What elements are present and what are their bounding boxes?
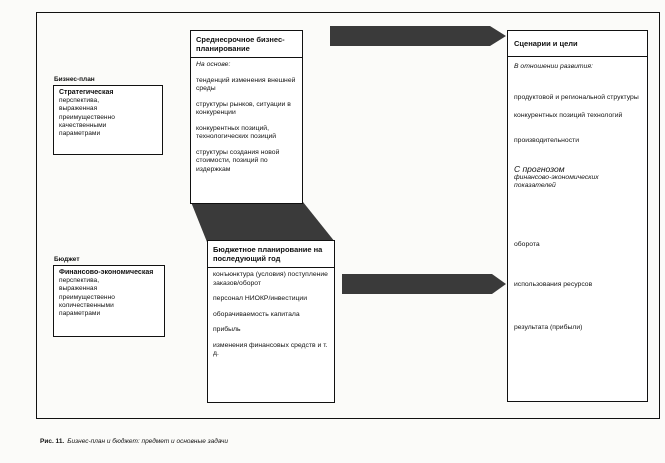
line: перспектива, <box>59 97 100 105</box>
list-item: использования ресурсов <box>514 281 593 288</box>
arrow-right-icon <box>342 272 512 296</box>
mid-term-title: Среднесрочное бизнес-планирование <box>191 31 302 58</box>
line: преимущественно <box>59 293 115 301</box>
scenarios-title: Сценарии и цели <box>508 31 647 57</box>
budget-planning-box <box>207 240 335 403</box>
basis-label: На основе: <box>196 61 231 68</box>
line: перспектива, <box>59 277 100 285</box>
financial-perspective-box <box>53 265 165 337</box>
arrow-right-icon <box>330 24 510 48</box>
line: количественными <box>59 301 114 309</box>
budget-planning-title: Бюджетное планирование на последующий год <box>208 241 334 268</box>
list-item: изменения финансовых средств и т. д. <box>213 341 328 357</box>
list-item: конъюнктура (условия) поступление заказов/оборот <box>213 271 328 287</box>
list-item: производительности <box>514 136 580 144</box>
forecast-subtitle: финансово-экономических показателей <box>514 173 599 189</box>
line: параметрами <box>59 130 101 138</box>
scenarios-goals-box <box>507 30 648 402</box>
list-item: прибыль <box>213 326 241 333</box>
line: преимущественно <box>59 113 115 121</box>
mid-term-planning-box <box>190 30 303 204</box>
budget-label: Бюджет <box>54 256 80 263</box>
list-item: персонал НИОКР/инвестиции <box>213 295 308 302</box>
list-item: оборота <box>514 240 540 248</box>
list-item: конкурентных позиций, технологических позиций <box>196 124 277 140</box>
line: выраженная <box>59 285 98 293</box>
line: выраженная <box>59 105 98 113</box>
list-item: структуры рынков, ситуации в конкуренции <box>196 100 291 116</box>
list-item: результата (прибыли) <box>514 323 583 331</box>
figure-caption <box>40 438 228 445</box>
box-title: Стратегическая <box>59 89 114 96</box>
list-item: конкурентных позиций технологий <box>514 112 623 119</box>
figure-number: Рис. 11. <box>40 438 65 445</box>
box-title: Финансово-экономическая <box>59 269 154 276</box>
relation-label: В отношении развития: <box>514 63 593 70</box>
business-plan-label: Бизнес-план <box>54 76 95 83</box>
line: качественными <box>59 121 107 129</box>
list-item: тенденций изменения внешней среды <box>196 76 296 92</box>
forecast-title: С прогнозом <box>514 164 565 174</box>
caption-text: Бизнес-план и бюджет: предмет и основные задачи <box>67 438 229 445</box>
funnel-connector-shape <box>185 200 345 245</box>
list-item: продуктовой и региональной структуры <box>514 93 639 101</box>
line: параметрами <box>59 310 101 318</box>
strategic-perspective-box <box>53 85 163 155</box>
list-item: структуры создания новой стоимости, позиций по издержкам <box>196 148 280 173</box>
list-item: оборачиваемость капитала <box>213 310 300 318</box>
